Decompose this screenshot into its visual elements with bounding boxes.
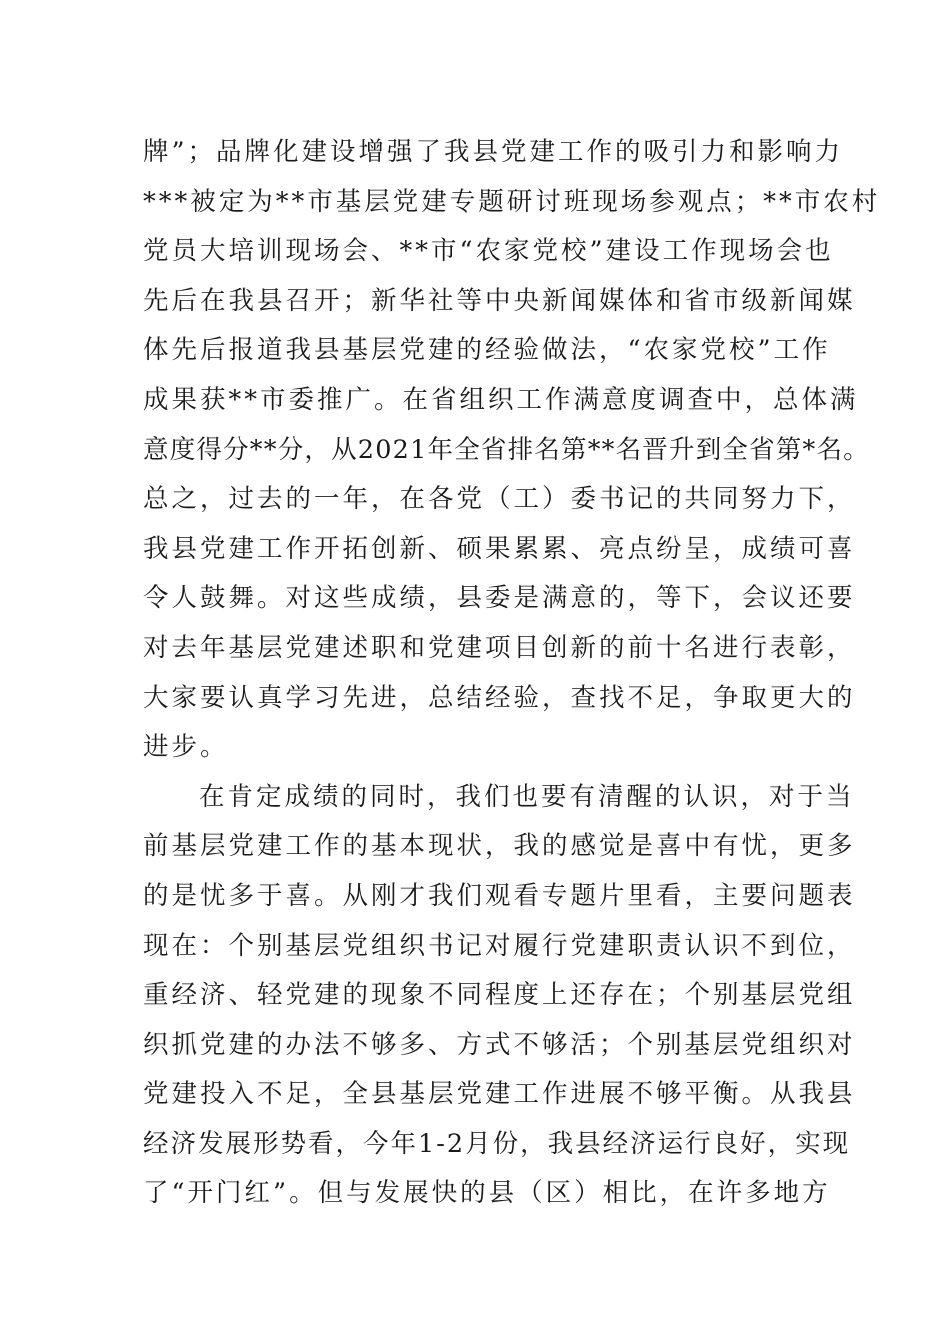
text-line: 了“开门红”。但与发展快的县（区）相比，在许多地方: [143, 1178, 831, 1209]
text-line: 体先后报道我县基层党建的经验做法，“农家党校”工作: [143, 335, 831, 366]
text-line: 织抓党建的办法不够多、方式不够活；个别基层党组织对: [143, 1029, 856, 1060]
text-line: 的是忧多于喜。从刚才我们观看专题片里看，主要问题表: [143, 880, 856, 911]
text-line: 牌”；品牌化建设增强了我县党建工作的吸引力和影响力: [143, 137, 844, 167]
text-line: 在肯定成绩的同时，我们也要有清醒的认识，对于当: [199, 781, 855, 812]
text-line: 经济发展形势看，今年1-2月份，我县经济运行良好，实现: [143, 1128, 851, 1159]
document-body: [143, 128, 881, 1219]
text-line: 党员大培训现场会、**市“农家党校”建设工作现场会也: [143, 236, 834, 267]
text-line: 意度得分**分，从2021年全省排名第**名晋升到全省第*名。: [143, 434, 870, 465]
text-line: 令人鼓舞。对这些成绩，县委是满意的，等下，会议还要: [143, 583, 856, 614]
text-line: 成果获**市委推广。在省组织工作满意度调查中，总体满: [143, 384, 859, 415]
text-line: 对去年基层党建述职和党建项目创新的前十名进行表彰，: [143, 632, 856, 663]
text-line: 现在：个别基层党组织书记对履行党建职责认识不到位，: [143, 930, 856, 961]
text-line: 重经济、轻党建的现象不同程度上还存在；个别基层党组: [143, 980, 856, 1011]
text-line: 我县党建工作开拓创新、硕果累累、亮点纷呈，成绩可喜: [143, 533, 856, 564]
paragraph-1: [143, 128, 881, 773]
text-line: 进步。: [143, 732, 229, 763]
text-line: 党建投入不足，全县基层党建工作进展不够平衡。从我县: [143, 1079, 856, 1110]
paragraph-2: [143, 773, 856, 1219]
text-line: 总之，过去的一年，在各党（工）委书记的共同努力下，: [143, 484, 856, 515]
text-line: ***被定为**市基层党建专题研讨班现场参观点；**市农村: [143, 186, 881, 217]
text-line: 大家要认真学习先进，总结经验，查找不足，争取更大的: [143, 682, 856, 713]
text-line: 前基层党建工作的基本现状，我的感觉是喜中有忧，更多: [143, 831, 856, 862]
text-line: 先后在我县召开；新华社等中央新闻媒体和省市级新闻媒: [143, 285, 856, 316]
